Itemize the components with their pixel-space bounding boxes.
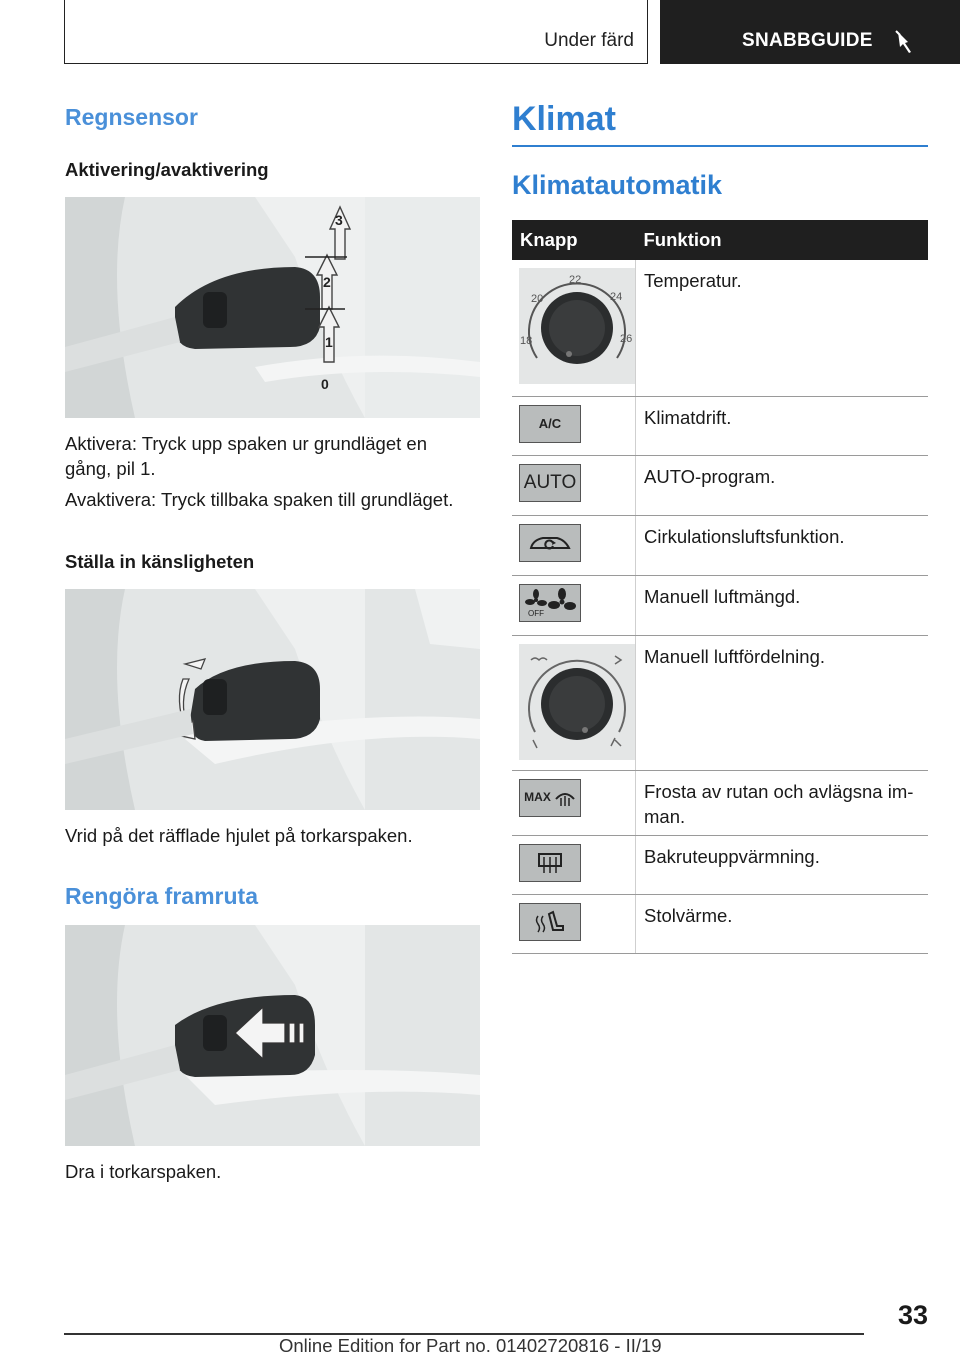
title-rule — [512, 145, 928, 147]
function-auto: AUTO-program. — [636, 455, 929, 515]
function-air-distribution: Manuell luftfördelning. — [636, 635, 929, 770]
fan-speed-icon — [519, 584, 581, 622]
climate-table — [512, 220, 928, 954]
recirculation-icon — [519, 524, 581, 562]
deactivate-text: Avaktivera: Tryck tillbaka spaken till grundläget. — [65, 489, 454, 510]
wiper-lever-photo-1 — [65, 197, 480, 418]
figure-arrow-label-1: 1 — [325, 334, 333, 350]
header-section-title: Under färd — [544, 30, 634, 51]
temp-label-18: 18 — [520, 335, 533, 347]
table-header-button: Knapp — [512, 220, 636, 260]
activate-text: Aktivera: Tryck upp spaken ur grundläget en gång, pil 1. — [65, 433, 427, 479]
table-row — [512, 260, 928, 396]
table-header-function: Funktion — [636, 220, 929, 260]
table-row — [512, 455, 928, 515]
table-row — [512, 515, 928, 575]
heading-regnsensor: Regnsensor — [65, 104, 198, 130]
air-distribution-dial-icon — [519, 644, 635, 760]
function-max-defrost: Frosta av rutan och avlägsna im-man. — [636, 770, 929, 835]
function-seat-heating: Stolvärme. — [636, 894, 929, 953]
temp-label-20: 20 — [531, 293, 544, 305]
function-ac: Klimatdrift. — [636, 396, 929, 455]
figure-arrow-label-3: 3 — [335, 212, 343, 228]
footer-edition: Online Edition for Part no. 01402720816 - II/19 — [279, 1335, 662, 1356]
subheading-activation: Aktivering/avaktivering — [65, 159, 269, 180]
temp-label-24: 24 — [610, 291, 623, 303]
function-recirculation: Cirkulationsluftsfunktion. — [636, 515, 929, 575]
figure-arrow-label-2: 2 — [323, 274, 331, 290]
figure-arrow-label-0: 0 — [321, 376, 329, 392]
table-row — [512, 396, 928, 455]
subheading-sensitivity: Ställa in känsligheten — [65, 551, 255, 572]
wiper-lever-photo-2 — [65, 589, 480, 810]
ac-button-icon: A/C — [519, 405, 581, 443]
seat-heating-icon — [519, 903, 581, 941]
heading-clean-windscreen: Rengöra framruta — [65, 883, 258, 909]
header-guide-tab[interactable] — [660, 0, 960, 64]
table-row — [512, 835, 928, 894]
page-number: 33 — [897, 1300, 928, 1330]
function-rear-window-heating: Bakruteuppvärmning. — [636, 835, 929, 894]
temp-label-22: 22 — [569, 274, 582, 286]
auto-button-icon: AUTO — [519, 464, 581, 502]
table-row — [512, 575, 928, 635]
temperature-dial-icon — [519, 268, 635, 384]
table-row — [512, 635, 928, 770]
sensitivity-text: Vrid på det räfflade hjulet på torkarspaken. — [65, 825, 413, 846]
svg-text:OFF: OFF — [528, 608, 544, 618]
max-defrost-icon: MAX — [519, 779, 581, 817]
clean-text: Dra i torkarspaken. — [65, 1161, 222, 1182]
rear-window-heating-icon — [519, 844, 581, 882]
table-row — [512, 770, 928, 835]
function-temperature: Temperatur. — [636, 260, 929, 396]
temp-label-26: 26 — [620, 333, 633, 345]
function-fan: Manuell luftmängd. — [636, 575, 929, 635]
wiper-lever-photo-3 — [65, 925, 480, 1146]
header-guide-label: SNABBGUIDE — [742, 30, 873, 51]
page-title: Klimat — [512, 100, 616, 138]
section-title: Klimatautomatik — [512, 170, 723, 200]
table-row — [512, 894, 928, 953]
hand-pointer-icon — [892, 28, 920, 56]
